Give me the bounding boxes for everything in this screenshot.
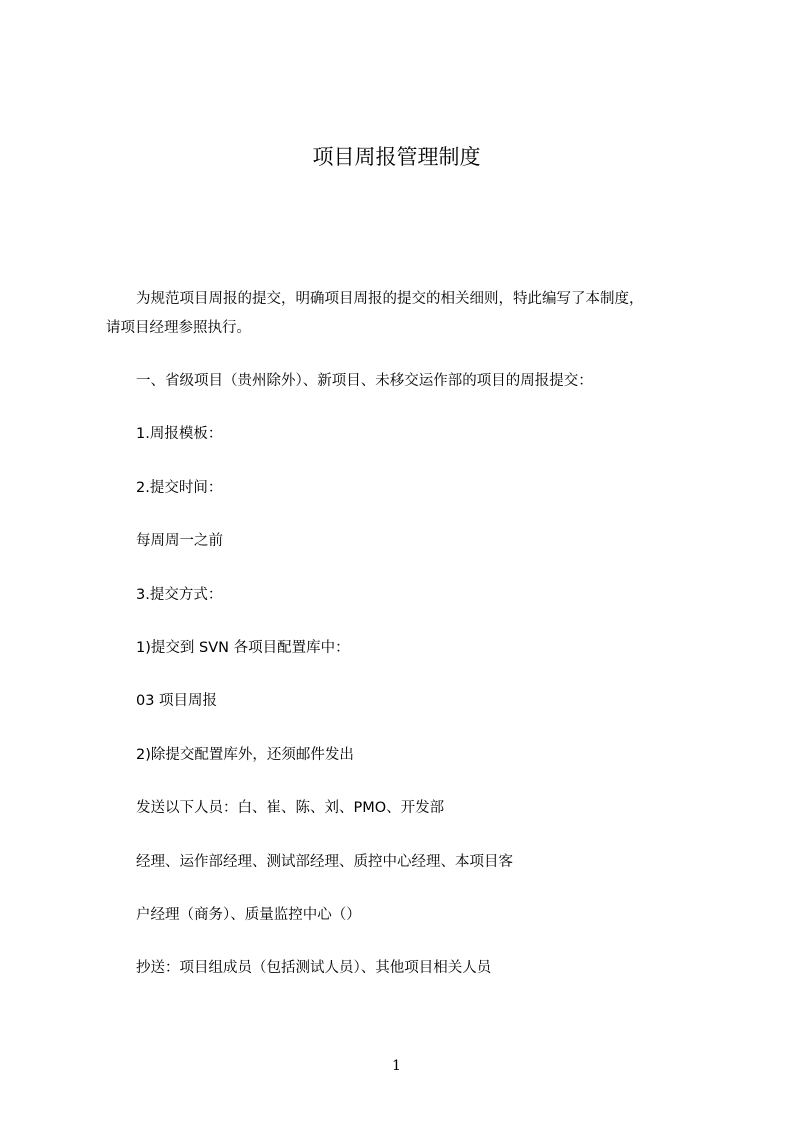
email-recipients-line-2: 经理、运作部经理、测试部经理、质控中心经理、本项目客 xyxy=(136,854,513,870)
submit-time-value: 每周周一之前 xyxy=(136,533,223,549)
method-email: 2)除提交配置库外，还须邮件发出 xyxy=(136,747,354,763)
section-heading-1: 一、省级项目（贵州除外）、新项目、未移交运作部的项目的周报提交： xyxy=(136,373,593,389)
intro-paragraph-line-2: 请项目经理参照执行。 xyxy=(106,320,251,336)
email-recipients-line-1: 发送以下人员：白、崔、陈、刘、PMO、开发部 xyxy=(136,800,445,816)
item-template: 1.周报模板： xyxy=(136,426,223,442)
item-submit-method: 3.提交方式： xyxy=(136,587,223,603)
page-number: 1 xyxy=(392,1058,401,1074)
email-cc: 抄送：项目组成员（包括测试人员）、其他项目相关人员 xyxy=(136,960,492,976)
svn-folder: 03 项目周报 xyxy=(136,693,218,709)
item-submit-time: 2.提交时间： xyxy=(136,480,223,496)
document-title: 项目周报管理制度 xyxy=(312,145,481,169)
email-recipients-line-3: 户经理（商务）、质量监控中心（） xyxy=(136,907,361,923)
method-svn: 1)提交到 SVN 各项目配置库中： xyxy=(136,640,350,656)
intro-paragraph-line-1: 为规范项目周报的提交，明确项目周报的提交的相关细则，特此编写了本制度， xyxy=(136,291,644,307)
